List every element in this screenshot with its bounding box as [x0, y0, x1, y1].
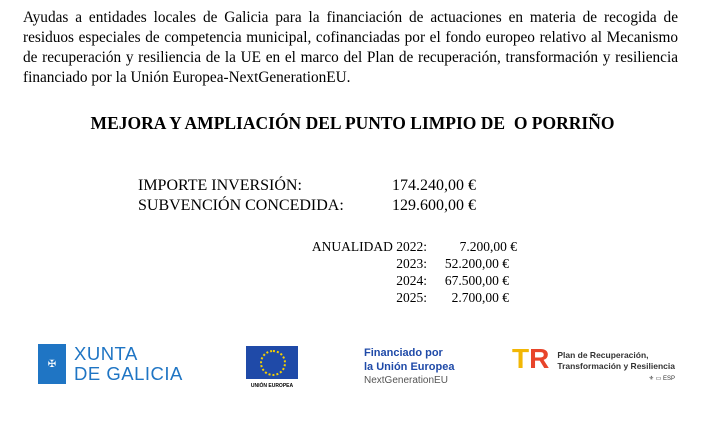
funded-by-text: Financiado por	[364, 347, 443, 359]
annuity-label: 2025:	[396, 290, 427, 305]
gob-text: ESP	[662, 376, 675, 382]
galicia-emblem-icon: ✠	[38, 344, 66, 384]
annuity-row	[291, 255, 517, 272]
prtr-logo	[512, 345, 675, 382]
project-title: MEJORA Y AMPLIACIÓN DEL PUNTO LIMPIO DE O PORRIÑO	[90, 113, 615, 133]
xunta-text: XUNTA	[74, 343, 138, 364]
annuity-value: 67.500,00 €	[444, 273, 509, 288]
amount-value: 174.240,00 €	[392, 177, 476, 194]
nextgen-text: NextGenerationEU	[364, 375, 448, 386]
government-emblem: ⚜ ▭ ESP	[648, 376, 675, 382]
annuity-label: 2023:	[396, 256, 427, 271]
eu-caption: UNIÓN EUROPEA	[250, 383, 294, 389]
annuities	[291, 238, 517, 306]
annuity-value: 52.200,00 €	[444, 256, 509, 271]
annuity-value: 7.200,00 €	[459, 239, 517, 254]
annuity-label: ANUALIDAD 2022:	[311, 239, 427, 254]
annuity-row	[291, 238, 517, 255]
annuity-row	[291, 289, 517, 306]
plan-text-2: Transformación y Resiliencia	[557, 361, 675, 371]
plan-text: Plan de Recuperación,	[557, 350, 649, 360]
eu-flag-icon	[246, 346, 298, 379]
amount-value: 129.600,00 €	[392, 197, 476, 214]
annuity-label: 2024:	[396, 273, 427, 288]
investment-row	[138, 176, 476, 196]
galicia-text: DE GALICIA	[74, 363, 183, 384]
annuity-row	[291, 272, 517, 289]
amounts	[138, 176, 476, 216]
eu-logo	[246, 346, 298, 389]
annuity-value: 2.700,00 €	[451, 290, 509, 305]
intro-paragraph: Ayudas a entidades locales de Galicia para la financiación de actuaciones en materia de recogida de residuos especiales de competencia municipal, cofinanciadas por el fondo europeo relativo al Mecanismo de recuperación y resiliencia de la UE en el marco del Plan de recuperación, transformación y resiliencia financiado por la Unión Europea-NextGenerationEU.	[23, 9, 678, 86]
amount-label: SUBVENCIÓN CONCEDIDA:	[138, 197, 344, 214]
amount-label: IMPORTE INVERSIÓN:	[138, 177, 302, 194]
subsidy-row	[138, 196, 476, 216]
tr-logo-icon: TR	[512, 343, 550, 374]
eu-text: la Unión Europea	[364, 361, 455, 373]
xunta-logo	[38, 344, 183, 384]
nextgen-logo	[364, 346, 454, 388]
